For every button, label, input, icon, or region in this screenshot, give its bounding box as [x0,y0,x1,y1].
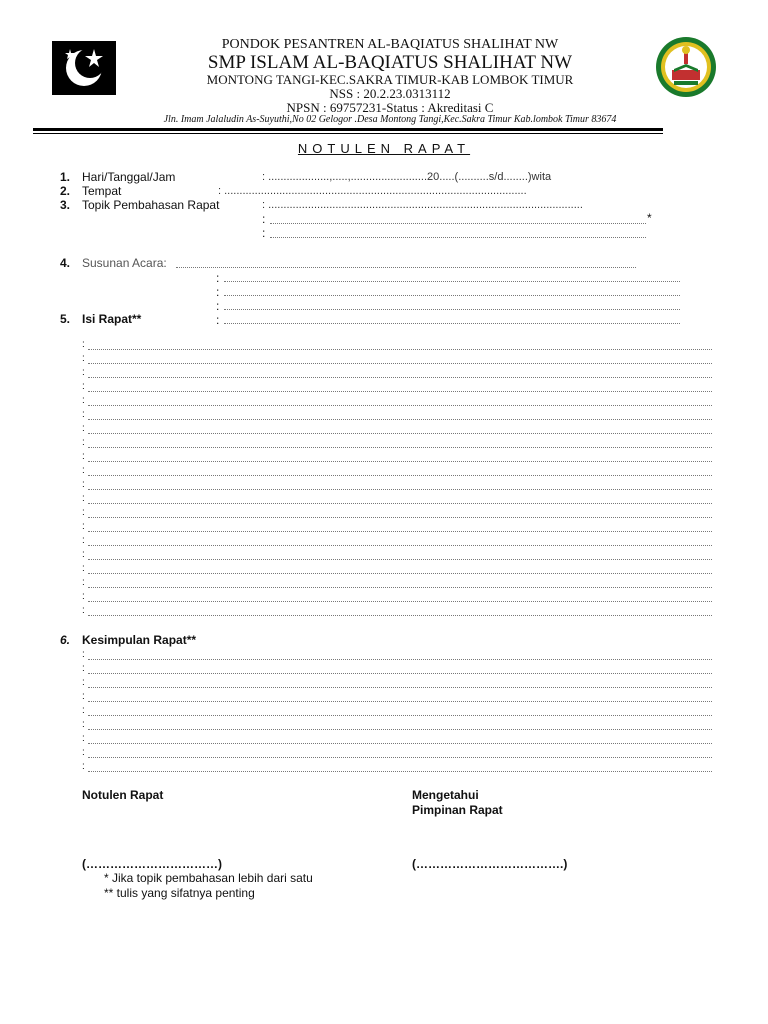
footnote-1: * Jika topik pembahasan lebih dari satu [104,871,313,885]
item-number: 5. [59,312,70,326]
item-number: 3. [59,198,70,212]
item-number: 4. [59,256,70,270]
conclusion-line[interactable] [88,757,712,758]
colon-mark: : [216,271,220,285]
minutes-line[interactable] [88,503,712,504]
conclusion-line[interactable] [88,715,712,716]
school-address: Jln. Imam Jalaludin As-Suyuthi,No 02 Gelogor .Desa Montong Tangi,Kec.Sakra Timur Kab.lombok Timur 83674 [163,114,617,125]
minutes-line[interactable] [88,419,712,420]
conclusion-line[interactable] [88,771,712,772]
notulen-label: Notulen Rapat [82,788,164,802]
colon-mark: : [82,577,85,588]
conclusion-line[interactable] [88,729,712,730]
agenda-field-1[interactable] [176,267,636,268]
colon-mark: : [82,507,85,518]
colon-mark: : [82,563,85,574]
colon-mark: : [82,493,85,504]
colon-mark: : [82,437,85,448]
colon-mark: : [216,299,220,313]
minutes-line[interactable] [88,517,712,518]
school-location: MONTONG TANGI-KEC.SAKRA TIMUR-KAB LOMBOK TIMUR [206,72,574,87]
colon-mark: : [82,465,85,476]
agenda-label: Susunan Acara: [82,256,167,270]
minutes-line[interactable] [88,615,712,616]
leader-signature-field[interactable]: (……………………………….) [412,857,568,871]
colon-mark: : [82,663,85,674]
conclusion-line[interactable] [88,701,712,702]
minutes-line[interactable] [88,349,712,350]
left-logo [52,41,116,95]
minutes-line[interactable] [88,405,712,406]
colon-mark: : [82,521,85,532]
right-logo [654,36,718,98]
topic-asterisk: * [647,211,652,225]
conclusion-line[interactable] [88,743,712,744]
minutes-line[interactable] [88,531,712,532]
topic-field-1[interactable]: : ....................................................................................................... [262,199,583,211]
colon-mark: : [82,367,85,378]
minutes-line[interactable] [88,461,712,462]
colon-mark: : [82,705,85,716]
place-label: Tempat [82,184,122,198]
npsn-status: NPSN : 69757231-Status : Akreditasi C [286,100,494,115]
conclusion-label: Kesimpulan Rapat** [82,633,197,647]
minutes-line[interactable] [88,433,712,434]
colon-mark: : [82,747,85,758]
foundation-name: PONDOK PESANTREN AL-BAQIATUS SHALIHAT NW [221,37,559,52]
footnote-2: ** tulis yang sifatnya penting [104,886,255,900]
colon-mark: : [82,605,85,616]
item-number: 1. [59,170,70,184]
minutes-line[interactable] [88,489,712,490]
topic-label: Topik Pembahasan Rapat [82,198,220,212]
colon-mark: : [262,226,266,240]
colon-mark: : [82,535,85,546]
colon-mark: : [82,353,85,364]
conclusion-line[interactable] [88,673,712,674]
school-emblem-icon [654,36,718,98]
minutes-line[interactable] [88,447,712,448]
minutes-line[interactable] [88,475,712,476]
colon-mark: : [82,549,85,560]
meeting-leader-label: Pimpinan Rapat [412,803,503,817]
nss-number: NSS : 20.2.23.0313112 [329,86,451,101]
colon-mark: : [82,649,85,660]
crescent-star-icon [52,41,116,95]
colon-mark: : [82,677,85,688]
colon-mark: : [82,395,85,406]
date-time-field[interactable]: : ....................,.....,.........................20.....(..........s/d........)wita [262,171,552,183]
header-divider-thin [33,133,663,134]
header-divider-thick [33,128,663,131]
colon-mark: : [82,591,85,602]
colon-mark: : [82,339,85,350]
minutes-line[interactable] [88,545,712,546]
minutes-line[interactable] [88,573,712,574]
agenda-field-2[interactable] [224,281,680,282]
colon-mark: : [82,761,85,772]
item-number: 2. [59,184,70,198]
acknowledged-label: Mengetahui [412,788,479,802]
date-time-label: Hari/Tanggal/Jam [82,170,176,184]
minutes-line[interactable] [88,559,712,560]
agenda-field-4[interactable] [224,309,680,310]
minutes-line[interactable] [88,377,712,378]
colon-mark: : [82,409,85,420]
place-field[interactable]: : ................................................................................................... [218,185,527,197]
minutes-field-0[interactable] [224,323,680,324]
minutes-line[interactable] [88,587,712,588]
topic-field-2[interactable] [270,223,646,224]
item-number: 6. [59,633,70,647]
minutes-line[interactable] [88,363,712,364]
colon-mark: : [82,423,85,434]
colon-mark: : [262,212,266,226]
minutes-line[interactable] [88,391,712,392]
colon-mark: : [82,381,85,392]
conclusion-line[interactable] [88,659,712,660]
notulen-signature-field[interactable]: (……………………………) [82,857,222,871]
school-name: SMP ISLAM AL-BAQIATUS SHALIHAT NW [207,52,573,73]
colon-mark: : [82,733,85,744]
document-title: NOTULEN RAPAT [297,141,471,156]
minutes-label: Isi Rapat** [82,312,142,326]
agenda-field-3[interactable] [224,295,680,296]
colon-mark: : [82,479,85,490]
conclusion-line[interactable] [88,687,712,688]
colon-mark: : [82,451,85,462]
colon-mark: : [216,285,220,299]
colon-mark: : [82,691,85,702]
colon-mark: : [216,313,220,327]
topic-field-3[interactable] [270,237,646,238]
minutes-line[interactable] [88,601,712,602]
colon-mark: : [82,719,85,730]
